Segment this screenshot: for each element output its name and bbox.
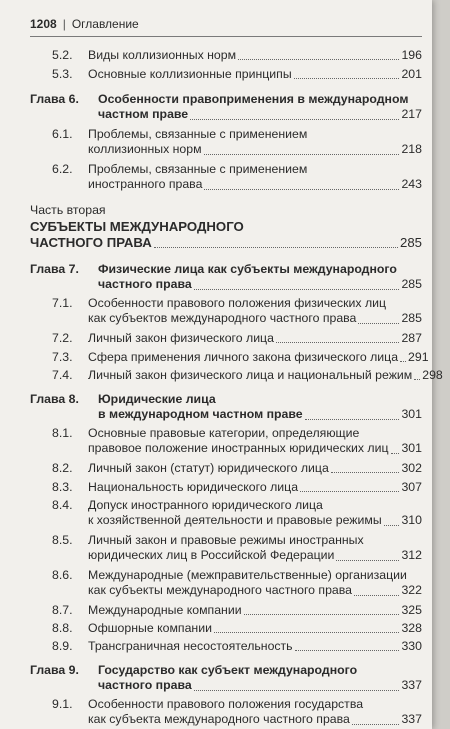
entry-title (88, 568, 422, 599)
page-ref: 196 (401, 48, 422, 62)
entry-title-text: Трансграничная несостоятельность (88, 639, 293, 653)
dot-leader (300, 491, 399, 492)
page-ref: 287 (401, 331, 422, 345)
entry-number: Глава 7. (30, 262, 79, 276)
entry-title-text: Юридические лица (98, 392, 216, 406)
entry-number: Глава 9. (30, 663, 79, 677)
page-ref: 243 (401, 177, 422, 192)
entry-title-text: Офшорные компании (88, 621, 212, 635)
entry-title-text: Государство как субъект международного (98, 663, 358, 677)
entry-title (98, 92, 422, 123)
entry-title (88, 426, 422, 457)
entry-number: 8.6. (52, 568, 73, 582)
dot-leader (276, 342, 400, 343)
entry-title-text: Проблемы, связанные с применением (88, 162, 308, 176)
header-separator: | (62, 17, 66, 31)
entry-title-text: Личный закон и правовые режимы иностранных (88, 533, 364, 547)
entry-title-line (88, 583, 422, 598)
entry-title-line (98, 392, 422, 407)
entry-title-line (88, 426, 422, 441)
entry-title-text: Особенности правоприменения в международном (98, 92, 409, 106)
page-ref: 337 (401, 712, 422, 727)
dot-leader (295, 650, 400, 651)
entry-title-text: Физические лица как субъекты международного (98, 262, 397, 276)
dot-leader (244, 614, 400, 615)
dot-leader (214, 632, 400, 633)
dot-leader (204, 189, 399, 190)
entry-title-line (88, 621, 422, 636)
dot-leader (358, 323, 399, 324)
entry-number: 6.2. (52, 162, 73, 176)
dot-leader (331, 472, 400, 473)
entry-title-text: Сфера применения личного закона физического лица (88, 350, 399, 364)
dot-leader (190, 119, 399, 120)
entry-title-text: Особенности правового положения физических лиц (88, 296, 387, 310)
entry-title-line (88, 480, 422, 495)
part-title-line-2 (30, 235, 422, 251)
entry-title-line (88, 603, 422, 618)
dot-leader (204, 154, 400, 155)
entry-title-text: Особенности правового положения государства (88, 697, 364, 711)
entry-title-text: Международные (межправительственные) организации (88, 568, 407, 582)
entry-title-text: Личный закон (статут) юридического лица (88, 461, 329, 475)
part-title (30, 219, 422, 251)
page-header (30, 16, 422, 37)
page-ref: 322 (401, 583, 422, 598)
page-ref: 217 (401, 107, 422, 122)
entry-title-text: как субъектов международного частного права (88, 311, 357, 326)
entry-title-line (88, 513, 422, 528)
entry-title-line (88, 461, 422, 476)
entry-title-line (98, 92, 422, 107)
page-number: 1208 (30, 17, 57, 31)
entry-title (98, 663, 422, 694)
page-ref: 312 (401, 548, 422, 563)
entry-title-line (88, 368, 443, 383)
part-label: Часть вторая (30, 203, 106, 217)
entry-title (88, 480, 422, 495)
entry-title-line (88, 296, 422, 311)
entry-number: 7.1. (52, 296, 73, 310)
entry-title-line (88, 441, 422, 456)
page-ref: 285 (401, 277, 422, 292)
entry-title-line (88, 331, 422, 346)
entry-number: 7.2. (52, 331, 73, 345)
entry-title-line (88, 311, 422, 326)
entry-number: 8.7. (52, 603, 73, 617)
entry-number: 8.9. (52, 639, 73, 653)
dot-leader (238, 59, 399, 60)
entry-title-text: иностранного права (88, 177, 203, 192)
page-ref: 285 (399, 235, 422, 250)
entry-number: 7.4. (52, 368, 73, 382)
entry-title-line (88, 697, 422, 712)
entry-number: 8.4. (52, 498, 73, 512)
entry-number: 8.1. (52, 426, 73, 440)
dot-leader (354, 595, 399, 596)
entry-title-text: Виды коллизионных норм (88, 48, 237, 62)
dot-leader (352, 724, 400, 725)
dot-leader (414, 379, 420, 380)
entry-title-text: к хозяйственной деятельности и правовые режимы (88, 513, 382, 528)
entry-number: 5.3. (52, 67, 73, 81)
dot-leader (384, 525, 400, 526)
entry-title-line (88, 162, 422, 177)
entry-title-line (88, 350, 429, 365)
entry-number: 8.2. (52, 461, 73, 475)
part-title-line-1: СУБЪЕКТЫ МЕЖДУНАРОДНОГО (30, 219, 244, 234)
page-ref: 337 (401, 678, 422, 693)
entry-number: 8.3. (52, 480, 73, 494)
entry-title-text: Национальность юридического лица (88, 480, 299, 494)
page-ref: 302 (401, 461, 422, 475)
dot-leader (336, 560, 399, 561)
entry-title (88, 461, 422, 476)
page-ref: 201 (401, 67, 422, 81)
entry-title-line (88, 498, 422, 513)
entry-title (88, 621, 422, 636)
entry-title (88, 498, 422, 529)
entry-number: 8.8. (52, 621, 73, 635)
page-ref: 330 (401, 639, 422, 653)
entry-title-text: Проблемы, связанные с применением (88, 127, 308, 141)
entry-title (98, 262, 422, 293)
dot-leader (305, 419, 400, 420)
entry-title-text: Основные правовые категории, определяющие (88, 426, 360, 440)
entry-title-text: частном праве (98, 107, 189, 122)
dot-leader (400, 361, 406, 362)
dot-leader (194, 289, 400, 290)
entry-title (88, 368, 443, 383)
section-title: Оглавление (71, 17, 139, 31)
entry-title-line (88, 548, 422, 563)
dot-leader (294, 78, 400, 79)
page-ref: 310 (401, 513, 422, 528)
entry-title-line (98, 663, 422, 678)
entry-title (88, 697, 422, 728)
entry-title-text: Личный закон физического лица и национальный режим (88, 368, 413, 382)
entry-title-line (88, 127, 422, 142)
entry-title-line (88, 533, 422, 548)
entry-number: 6.1. (52, 127, 73, 141)
entry-title-text: правовое положение иностранных юридических лиц (88, 441, 389, 456)
entry-title-line (98, 678, 422, 693)
dot-leader (154, 247, 398, 248)
page-ref: 285 (401, 311, 422, 326)
entry-title-text: юридических лиц в Российской Федерации (88, 548, 335, 563)
page-ref: 325 (401, 603, 422, 617)
entry-title (88, 127, 422, 158)
entry-title-text: как субъекта международного частного права (88, 712, 350, 727)
entry-title (88, 48, 422, 63)
entry-title-line (98, 407, 422, 422)
page-ref: 307 (401, 480, 422, 494)
entry-title (88, 350, 429, 365)
entry-title (88, 639, 422, 654)
page-ref: 291 (408, 350, 429, 364)
dot-leader (391, 453, 400, 454)
entry-number: Глава 6. (30, 92, 79, 106)
entry-title-text: Личный закон физического лица (88, 331, 274, 345)
part-title-text: ЧАСТНОГО ПРАВА (30, 235, 152, 250)
entry-title (98, 392, 422, 423)
entry-title-line (88, 712, 422, 727)
entry-title-line (98, 277, 422, 292)
entry-title-line (88, 639, 422, 654)
entry-title (88, 603, 422, 618)
page-ref: 328 (401, 621, 422, 635)
entry-title-text: Основные коллизионные принципы (88, 67, 292, 81)
entry-title-text: частного права (98, 277, 192, 292)
entry-title (88, 162, 422, 193)
entry-title-line (88, 142, 422, 157)
entry-title-line (88, 177, 422, 192)
entry-title-text: частного права (98, 678, 192, 693)
entry-title-text: Допуск иностранного юридического лица (88, 498, 323, 512)
entry-title-line (88, 67, 422, 82)
page-ref: 218 (401, 142, 422, 157)
entry-number: 7.3. (52, 350, 73, 364)
dot-leader (194, 690, 400, 691)
page-ref: 301 (401, 441, 422, 456)
entry-title-text: Международные компании (88, 603, 242, 617)
page-ref: 301 (401, 407, 422, 422)
entry-title-line (88, 48, 422, 63)
entry-title-line (98, 262, 422, 277)
entry-title-line (98, 107, 422, 122)
entry-title-text: как субъекты международного частного права (88, 583, 352, 598)
entry-title (88, 331, 422, 346)
entry-title (88, 67, 422, 82)
entry-title-text: в международном частном праве (98, 407, 303, 422)
entry-number: 5.2. (52, 48, 73, 62)
entry-title (88, 533, 422, 564)
entry-title (88, 296, 422, 327)
entry-title-text: коллизионных норм (88, 142, 202, 157)
entry-number: 9.1. (52, 697, 73, 711)
entry-number: 8.5. (52, 533, 73, 547)
entry-number: Глава 8. (30, 392, 79, 406)
entry-title-line (88, 568, 422, 583)
page-ref: 298 (422, 368, 443, 382)
